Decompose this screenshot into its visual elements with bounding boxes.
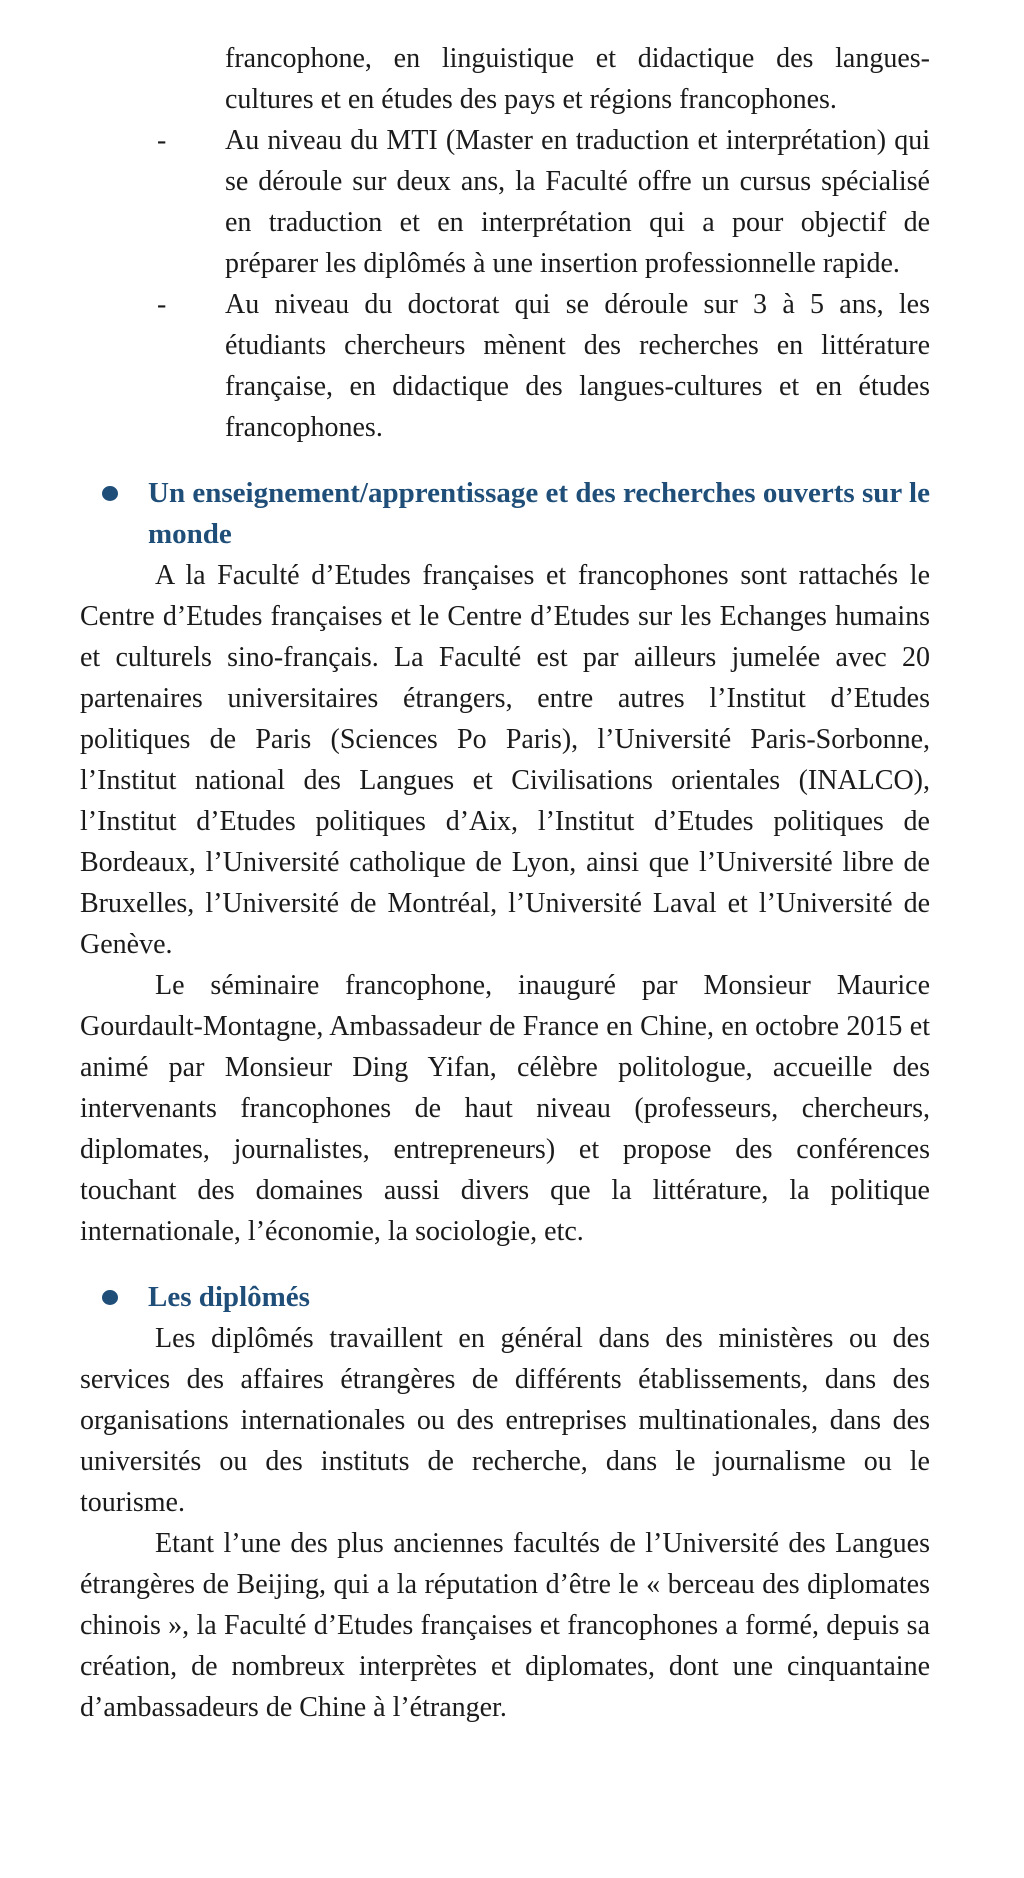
paragraph: Le séminaire francophone, inauguré par Monsieur Maurice Gourdault-Montagne, Ambassadeur de France en Chine, en octobre 2015 et animé par Monsieur Ding Yifan, célèbre politologue, accueille des intervenants francophones de haut niveau (professeurs, chercheurs, diplomates, journalistes, entrepreneurs) et propose des conférences touchant des domaines aussi divers que la littérature, la politique internationale, l’économie, la sociologie, etc. [80, 970, 930, 1247]
list-item [80, 38, 930, 120]
section-heading-enseignement [80, 473, 930, 555]
list-item [80, 284, 930, 448]
paragraph: Etant l’une des plus anciennes facultés de l’Université des Langues étrangères de Beijing, qui a la réputation d’être le « berceau des diplomates chinois », la Faculté d’Etudes françaises et francophones a formé, depuis sa création, de nombreux interprètes et diplomates, dont une cinquantaine d’ambassadeurs de Chine à l’étranger. [80, 1528, 930, 1723]
list-dash-marker: - [157, 289, 167, 320]
list-item-text: francophone, en linguistique et didactique des langues-cultures et en études des pays et régions francophones. [225, 43, 930, 115]
paragraph: A la Faculté d’Etudes françaises et francophones sont rattachés le Centre d’Etudes françaises et le Centre d’Etudes sur les Echanges humains et culturels sino-français. La Faculté est par ailleurs jumelée avec 20 partenaires universitaires étrangers, entre autres l’Institut d’Etudes politiques de Paris (Sciences Po Paris), l’Université Paris-Sorbonne, l’Institut national des Langues et Civilisations orientales (INALCO), l’Institut d’Etudes politiques d’Aix, l’Institut d’Etudes politiques de Bordeaux, l’Université catholique de Lyon, ainsi que l’Université libre de Bruxelles, l’Université de Montréal, l’Université Laval et l’Université de Genève. [80, 560, 930, 960]
list-item [80, 120, 930, 284]
bullet-icon [102, 486, 118, 501]
list-item-text: Au niveau du doctorat qui se déroule sur 3 à 5 ans, les étudiants chercheurs mènent des recherches en littérature française, en didactique des langues-cultures et en études francophones. [225, 289, 930, 443]
bullet-icon [102, 1290, 118, 1305]
section-heading-text: Les diplômés [148, 1281, 310, 1313]
paragraph: Les diplômés travaillent en général dans des ministères ou des services des affaires étrangères de différents établissements, dans des organisations internationales ou des entreprises multinationales, dans des universités ou des instituts de recherche, dans le journalisme ou le tourisme. [80, 1323, 930, 1518]
section-heading-text: Un enseignement/apprentissage et des recherches ouverts sur le monde [148, 477, 930, 550]
dash-list [80, 38, 930, 448]
list-dash-marker: - [157, 125, 167, 156]
list-item-text: Au niveau du MTI (Master en traduction et interprétation) qui se déroule sur deux ans, la Faculté offre un cursus spécialisé en traduction et en interprétation qui a pour objectif de préparer les diplômés à une insertion professionnelle rapide. [225, 125, 930, 279]
section-heading-diplomes [80, 1277, 930, 1318]
